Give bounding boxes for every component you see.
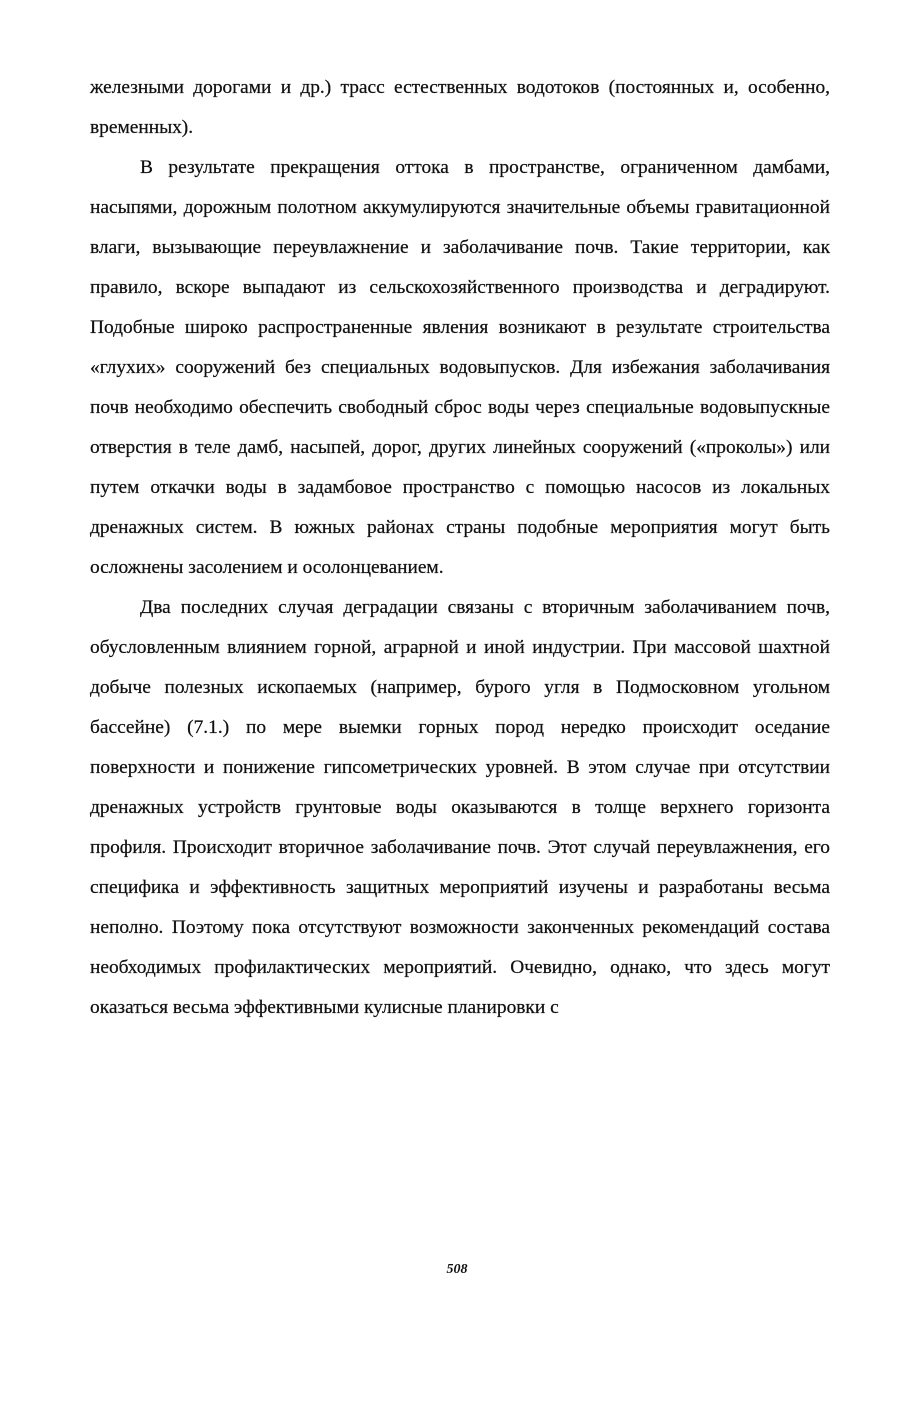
paragraph-secondary-waterlogging: Два последних случая деградации связаны с вторичным заболачиванием почв, обусловленным влиянием горной, аграрной и иной индустрии. При массовой шахтной добыче полезных ископаемых (например, бурого угля в Подмосковном угольном бассейне) (7.1.) по мере выемки горных пород нередко происходит оседание поверхности и понижение гипсометрических уровней. В этом случае при отсутствии дренажных устройств грунтовые воды оказываются в толще верхнего горизонта профиля. Происходит вторичное заболачивание почв. Этот случай переувлажнения, его специфика и эффективность защитных мероприятий изучены и разработаны весьма неполно. Поэтому пока отсутствуют возможности законченных рекомендаций состава необходимых профилактических мероприятий. Очевидно, однако, что здесь могут оказаться весьма эффективными кулисные планировки с [90, 597, 830, 1018]
body-text [90, 68, 830, 1028]
paragraph-outflow-stoppage: В результате прекращения оттока в пространстве, ограниченном дамбами, насыпями, дорожным полотном аккумулируются значительные объемы гравитационной влаги, вызывающие переувлажнение и заболачивание почв. Такие территории, как правило, вскоре выпадают из сельскохозяйственного производства и деградируют. Подобные широко распространенные явления возникают в результате строительства «глухих» сооружений без специальных водовыпусков. Для избежания заболачивания почв необходимо обеспечить свободный сброс воды через специальные водовыпускные отверстия в теле дамб, насыпей, дорог, других линейных сооружений («проколы») или путем откачки воды в задамбовое пространство с помощью насосов из локальных дренажных систем. В южных районах страны подобные мероприятия могут быть осложнены засолением и осолонцеванием. [90, 157, 830, 578]
paragraph-continuation: железными дорогами и др.) трасс естественных водотоков (постоянных и, особенно, временных). [90, 77, 830, 138]
page-number: 508 [446, 1262, 468, 1277]
